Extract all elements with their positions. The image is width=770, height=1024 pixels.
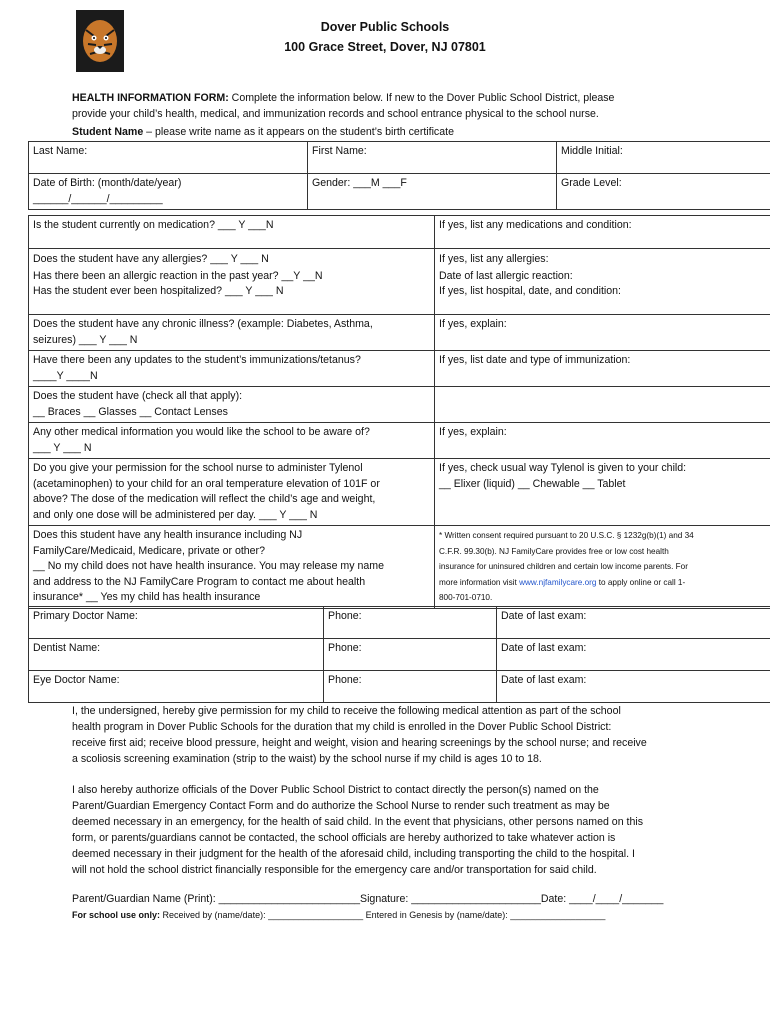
- dentist-phone-field[interactable]: [324, 639, 497, 671]
- primary-phone-label: Phone:: [328, 610, 362, 622]
- consent-1-line-2: health program in Dover Public Schools for the duration that my child is enrolled in the Dover Public School District:: [72, 721, 612, 733]
- consent-1-line-1: I, the undersigned, hereby give permission for my child to receive the following medical attention as part of the school: [72, 705, 621, 717]
- consent-paragraph-2: [72, 782, 712, 878]
- school-address: 100 Grace Street, Dover, NJ 07801: [284, 40, 486, 54]
- insurance-note-1: * Written consent required pursuant to 20 U.S.C. § 1232g(b)(1) and 34: [439, 531, 694, 540]
- dentist-phone-label: Phone:: [328, 642, 362, 654]
- tylenol-text-3: above? The dose of the medication will reflect the child’s age and weight,: [33, 493, 376, 505]
- student-info-table: [28, 141, 770, 210]
- other-question-text-2: ___ Y ___ N: [33, 441, 92, 454]
- njfamilycare-link[interactable]: www.njfamilycare.org: [519, 577, 597, 587]
- eye-doctor-label: Eye Doctor Name:: [33, 674, 120, 686]
- insurance-text-1: Does this student have any health insurance including NJ: [33, 529, 303, 541]
- student-name-note: – please write name as it appears on the student’s birth certificate: [143, 126, 454, 138]
- devices-question-text-1: Does the student have (check all that apply):: [33, 390, 243, 402]
- dob-blank: ______/______/_________: [33, 192, 163, 205]
- middle-initial-field[interactable]: [557, 142, 770, 174]
- insurance-question[interactable]: [29, 526, 435, 609]
- consent-2-line-1: I also hereby authorize officials of the Dover Public School District to contact directly the person(s) named on the: [72, 784, 599, 796]
- dentist-label: Dentist Name:: [33, 642, 101, 654]
- consent-2-line-5: deemed necessary in their judgment for the health of the aforesaid child, including transporting the child to the hospital. I: [72, 848, 635, 860]
- chronic-answer-label: If yes, explain:: [439, 318, 507, 330]
- tylenol-answer[interactable]: [435, 459, 770, 526]
- devices-question[interactable]: [29, 387, 435, 423]
- tylenol-question[interactable]: [29, 459, 435, 526]
- insurance-text-5: insurance* __ Yes my child has health insurance: [33, 591, 261, 603]
- school-use-line[interactable]: [72, 907, 712, 923]
- consent-2-line-6: will not hold the school district financially responsible for the emergency care and/or transportation for said child.: [72, 864, 597, 876]
- first-name-field[interactable]: [308, 142, 557, 174]
- middle-initial-label: Middle Initial:: [561, 145, 623, 157]
- insurance-text-4: and address to the NJ FamilyCare Program to contact me about health: [33, 575, 366, 588]
- tylenol-text-1: Do you give your permission for the school nurse to administer Tylenol: [33, 462, 363, 474]
- doctors-table: [28, 606, 770, 703]
- school-use-label: For school use only:: [72, 910, 161, 920]
- insurance-text-2: FamilyCare/Medicaid, Medicare, private or other?: [33, 544, 265, 557]
- immunization-question-text-2: ____Y ____N: [33, 369, 98, 382]
- student-name-label: Student Name: [72, 126, 144, 138]
- insurance-note-3: insurance for uninsured children and certain low income parents. For: [439, 562, 688, 571]
- consent-2-line-3: deemed necessary in an emergency, for the health of said child. In the event that physicians, other persons named on this: [72, 816, 644, 828]
- insurance-note-4a: more information visit: [439, 577, 520, 587]
- insurance-note: [435, 526, 770, 609]
- immunization-answer-label: If yes, list date and type of immunization:: [439, 354, 631, 366]
- dentist-exam-field[interactable]: [497, 639, 770, 671]
- immunization-question-text-1: Have there been any updates to the student’s immunizations/tetanus?: [33, 354, 361, 366]
- insurance-text-3: __ No my child does not have health insurance. You may release my name: [33, 560, 384, 572]
- eye-exam-field[interactable]: [497, 671, 770, 703]
- chronic-question-text-2: seizures) ___ Y ___ N: [33, 333, 138, 346]
- devices-options: __ Braces __ Glasses __ Contact Lenses: [33, 405, 228, 418]
- hospital-question-text: Has the student ever been hospitalized? ___ Y ___ N: [33, 285, 284, 297]
- tylenol-answer-text-1: If yes, check usual way Tylenol is given to your child:: [439, 462, 687, 474]
- medical-info-table: [28, 215, 770, 609]
- school-use-fields: Received by (name/date): ___________________ Entered in Genesis by (name/date): ___________________: [160, 910, 606, 920]
- other-info-answer[interactable]: [435, 423, 770, 459]
- other-info-question[interactable]: [29, 423, 435, 459]
- last-name-label: Last Name:: [33, 145, 88, 157]
- school-name: Dover Public Schools: [320, 20, 450, 34]
- dentist-field[interactable]: [29, 639, 324, 671]
- last-name-field[interactable]: [29, 142, 308, 174]
- insurance-note-2: C.F.R. 99.30(b). NJ FamilyCare provides free or low cost health: [439, 546, 669, 556]
- grade-field[interactable]: [557, 174, 770, 210]
- signature-line[interactable]: Parent/Guardian Name (Print): ________________________Signature: ______________________Date: ____/____/_______: [72, 893, 664, 905]
- dob-label: Date of Birth: (month/date/year): [33, 177, 182, 189]
- consent-paragraph-1: [72, 703, 712, 767]
- reaction-question-text: Has there been an allergic reaction in the past year? __Y __N: [33, 269, 323, 282]
- primary-phone-field[interactable]: [324, 607, 497, 639]
- gender-field[interactable]: [308, 174, 557, 210]
- eye-exam-label: Date of last exam:: [501, 674, 587, 686]
- eye-phone-field[interactable]: [324, 671, 497, 703]
- intro-text-1: Complete the information below. If new to the Dover Public School District, please: [228, 92, 615, 104]
- primary-exam-label: Date of last exam:: [501, 610, 587, 622]
- chronic-answer[interactable]: [435, 315, 770, 351]
- form-title: HEALTH INFORMATION FORM:: [72, 92, 229, 104]
- eye-phone-label: Phone:: [328, 674, 362, 686]
- consent-2-line-2: Parent/Guardian Emergency Contact Form and do authorize the School Nurse to render such treatment as may be: [72, 800, 610, 812]
- eye-doctor-field[interactable]: [29, 671, 324, 703]
- gender-label: Gender: ___M ___F: [312, 177, 407, 189]
- devices-answer: [435, 387, 770, 423]
- primary-doctor-label: Primary Doctor Name:: [33, 610, 138, 622]
- immunization-answer[interactable]: [435, 351, 770, 387]
- allergy-answer[interactable]: [435, 249, 770, 315]
- intro-text-2: provide your child’s health, medical, and immunization records and school entrance physical to the school nurse.: [72, 108, 599, 120]
- dob-field[interactable]: [29, 174, 308, 210]
- other-question-text-1: Any other medical information you would like the school to be aware of?: [33, 426, 370, 438]
- primary-doctor-field[interactable]: [29, 607, 324, 639]
- tylenol-answer-options: __ Elixer (liquid) __ Chewable __ Tablet: [439, 477, 626, 490]
- insurance-note-5: 800-701-0710.: [439, 593, 493, 602]
- medication-question[interactable]: [29, 216, 435, 249]
- medication-answer-label: If yes, list any medications and condition:: [439, 219, 632, 231]
- allergy-question[interactable]: [29, 249, 435, 315]
- consent-1-line-3: receive first aid; receive blood pressure, height and weight, vision and hearing screenings by the school nurse; and receive: [72, 737, 647, 749]
- chronic-question[interactable]: [29, 315, 435, 351]
- allergy-question-text: Does the student have any allergies? ___ Y ___ N: [33, 253, 269, 265]
- medication-question-text: Is the student currently on medication? ___ Y ___N: [33, 219, 274, 231]
- grade-label: Grade Level:: [561, 177, 622, 189]
- tylenol-text-4: and only one dose will be administered per day. ___ Y ___ N: [33, 508, 318, 521]
- immunization-question[interactable]: [29, 351, 435, 387]
- hospital-answer-label: If yes, list hospital, date, and condition:: [439, 285, 621, 297]
- first-name-label: First Name:: [312, 145, 367, 157]
- insurance-note-4b: to apply online or call 1-: [596, 577, 686, 587]
- reaction-answer-label: Date of last allergic reaction:: [439, 269, 573, 282]
- primary-exam-field[interactable]: [497, 607, 770, 639]
- chronic-question-text-1: Does the student have any chronic illness? (example: Diabetes, Asthma,: [33, 318, 373, 330]
- medication-answer[interactable]: [435, 216, 770, 249]
- tylenol-text-2: (acetaminophen) to your child for an oral temperature elevation of 101F or: [33, 477, 380, 490]
- student-name-heading: [72, 126, 454, 138]
- allergy-answer-label: If yes, list any allergies:: [439, 253, 549, 265]
- consent-1-line-4: a scoliosis screening examination (strip to the waist) by the school nurse if my child is ages 10 to 18.: [72, 753, 542, 765]
- consent-2-line-4: form, or parents/guardians cannot be contacted, the school officials are hereby authorized to take whatever action is: [72, 832, 616, 844]
- form-intro: [72, 90, 712, 122]
- dentist-exam-label: Date of last exam:: [501, 642, 587, 654]
- other-answer-label: If yes, explain:: [439, 426, 507, 438]
